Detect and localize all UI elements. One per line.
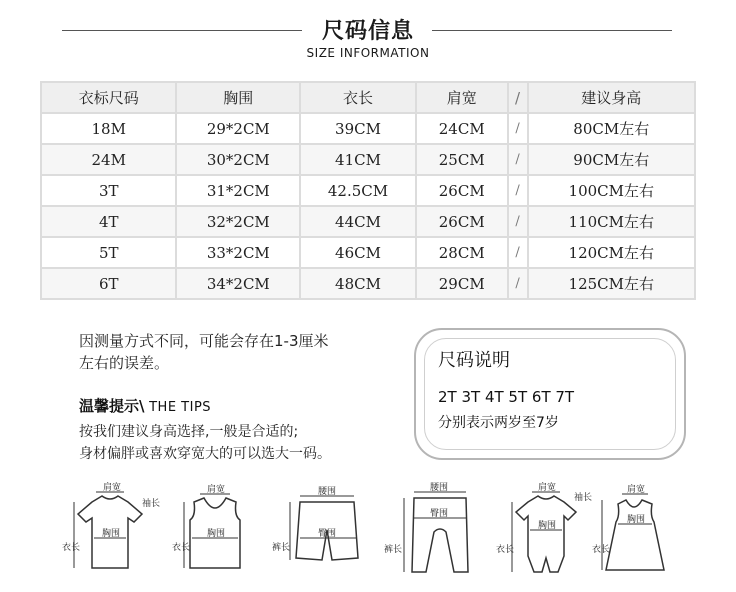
table-row: [41, 268, 695, 299]
measurement-note: [79, 330, 329, 374]
cell-height: 110CM左右: [528, 206, 695, 237]
header-size-label: 衣标尺码: [41, 82, 176, 113]
table-row: [41, 206, 695, 237]
label-length: 衣长: [496, 545, 515, 555]
table-row: [41, 144, 695, 175]
header-length: 衣长: [300, 82, 416, 113]
table-row: [41, 237, 695, 268]
cell-slash: /: [508, 237, 528, 268]
cell-height: 125CM左右: [528, 268, 695, 299]
label-length: 衣长: [62, 543, 81, 553]
note-line-1: 因测量方式不同，可能会存在1-3厘米: [79, 332, 329, 350]
label-shoulder: 肩宽: [103, 483, 122, 493]
label-shoulder: 肩宽: [207, 485, 226, 495]
label-length: 衣长: [172, 543, 191, 553]
romper-diagram: [492, 480, 592, 585]
cell-height: 100CM左右: [528, 175, 695, 206]
tips-body: [79, 421, 331, 465]
cell-shoulder: 26CM: [416, 175, 508, 206]
cell-chest: 34*2CM: [176, 268, 300, 299]
cell-chest: 33*2CM: [176, 237, 300, 268]
cell-length: 46CM: [300, 237, 416, 268]
header-shoulder: 肩宽: [416, 82, 508, 113]
header-height: 建议身高: [528, 82, 695, 113]
cell-shoulder: 26CM: [416, 206, 508, 237]
cell-chest: 32*2CM: [176, 206, 300, 237]
cell-shoulder: 29CM: [416, 268, 508, 299]
label-pants-length: 裤长: [384, 545, 403, 555]
label-chest: 胸围: [102, 529, 121, 539]
tips-title-en: THE TIPS: [144, 400, 212, 415]
tips-line-1: 按我们建议身高选择,一般是合适的;: [79, 424, 299, 440]
cell-shoulder: 25CM: [416, 144, 508, 175]
label-waist: 腰围: [318, 487, 337, 497]
label-chest: 胸围: [207, 529, 226, 539]
label-length: 衣长: [592, 545, 611, 555]
cell-slash: /: [508, 175, 528, 206]
cell-slash: /: [508, 268, 528, 299]
cell-size: 6T: [41, 268, 176, 299]
table-row: [41, 175, 695, 206]
size-explanation-card: [414, 328, 686, 460]
cell-size: 3T: [41, 175, 176, 206]
cell-size: 4T: [41, 206, 176, 237]
cell-length: 39CM: [300, 113, 416, 144]
label-shoulder: 肩宽: [538, 483, 557, 493]
pants-diagram: [382, 480, 482, 585]
label-pants-length: 裤长: [272, 543, 291, 553]
cell-shoulder: 24CM: [416, 113, 508, 144]
header-slash: /: [508, 82, 528, 113]
tips-title: [79, 395, 211, 416]
garment-diagrams: [60, 480, 680, 585]
card-sizes: 2T 3T 4T 5T 6T 7T: [438, 388, 575, 406]
card-title: 尺码说明: [438, 350, 510, 371]
cell-height: 80CM左右: [528, 113, 695, 144]
header: [0, 0, 736, 70]
page-title: 尺码信息: [321, 19, 414, 44]
cell-slash: /: [508, 144, 528, 175]
label-waist: 腰围: [430, 483, 449, 493]
cell-size: 5T: [41, 237, 176, 268]
tank-diagram: [170, 480, 260, 585]
dress-diagram: [590, 480, 680, 585]
tshirt-diagram: [60, 480, 160, 585]
label-chest: 胸围: [627, 515, 646, 525]
label-sleeve: 袖长: [142, 499, 160, 509]
dress-icon: [606, 500, 664, 570]
label-shoulder: 肩宽: [627, 485, 646, 495]
cell-length: 41CM: [300, 144, 416, 175]
page-subtitle: SIZE INFORMATION: [306, 46, 430, 60]
cell-height: 120CM左右: [528, 237, 695, 268]
cell-length: 42.5CM: [300, 175, 416, 206]
cell-chest: 30*2CM: [176, 144, 300, 175]
romper-icon: [516, 496, 576, 572]
cell-chest: 31*2CM: [176, 175, 300, 206]
cell-slash: /: [508, 113, 528, 144]
cell-shoulder: 28CM: [416, 237, 508, 268]
header-chest: 胸围: [176, 82, 300, 113]
label-hip: 臀围: [430, 509, 449, 519]
shorts-diagram: [270, 480, 370, 585]
cell-size: 18M: [41, 113, 176, 144]
tips-title-cn: 温馨提示\: [79, 397, 145, 415]
label-sleeve: 袖长: [574, 493, 592, 503]
cell-slash: /: [508, 206, 528, 237]
size-table: [40, 81, 696, 300]
card-ages: 分别表示两岁至7岁: [438, 415, 559, 431]
cell-chest: 29*2CM: [176, 113, 300, 144]
tips-line-2: 身材偏胖或喜欢穿宽大的可以选大一码。: [79, 446, 331, 462]
label-chest: 胸围: [538, 521, 557, 531]
note-line-2: 左右的误差。: [79, 354, 170, 372]
table-row: [41, 113, 695, 144]
cell-size: 24M: [41, 144, 176, 175]
table-header-row: [41, 82, 695, 113]
cell-length: 44CM: [300, 206, 416, 237]
cell-length: 48CM: [300, 268, 416, 299]
cell-height: 90CM左右: [528, 144, 695, 175]
label-hip: 臀围: [318, 529, 337, 539]
